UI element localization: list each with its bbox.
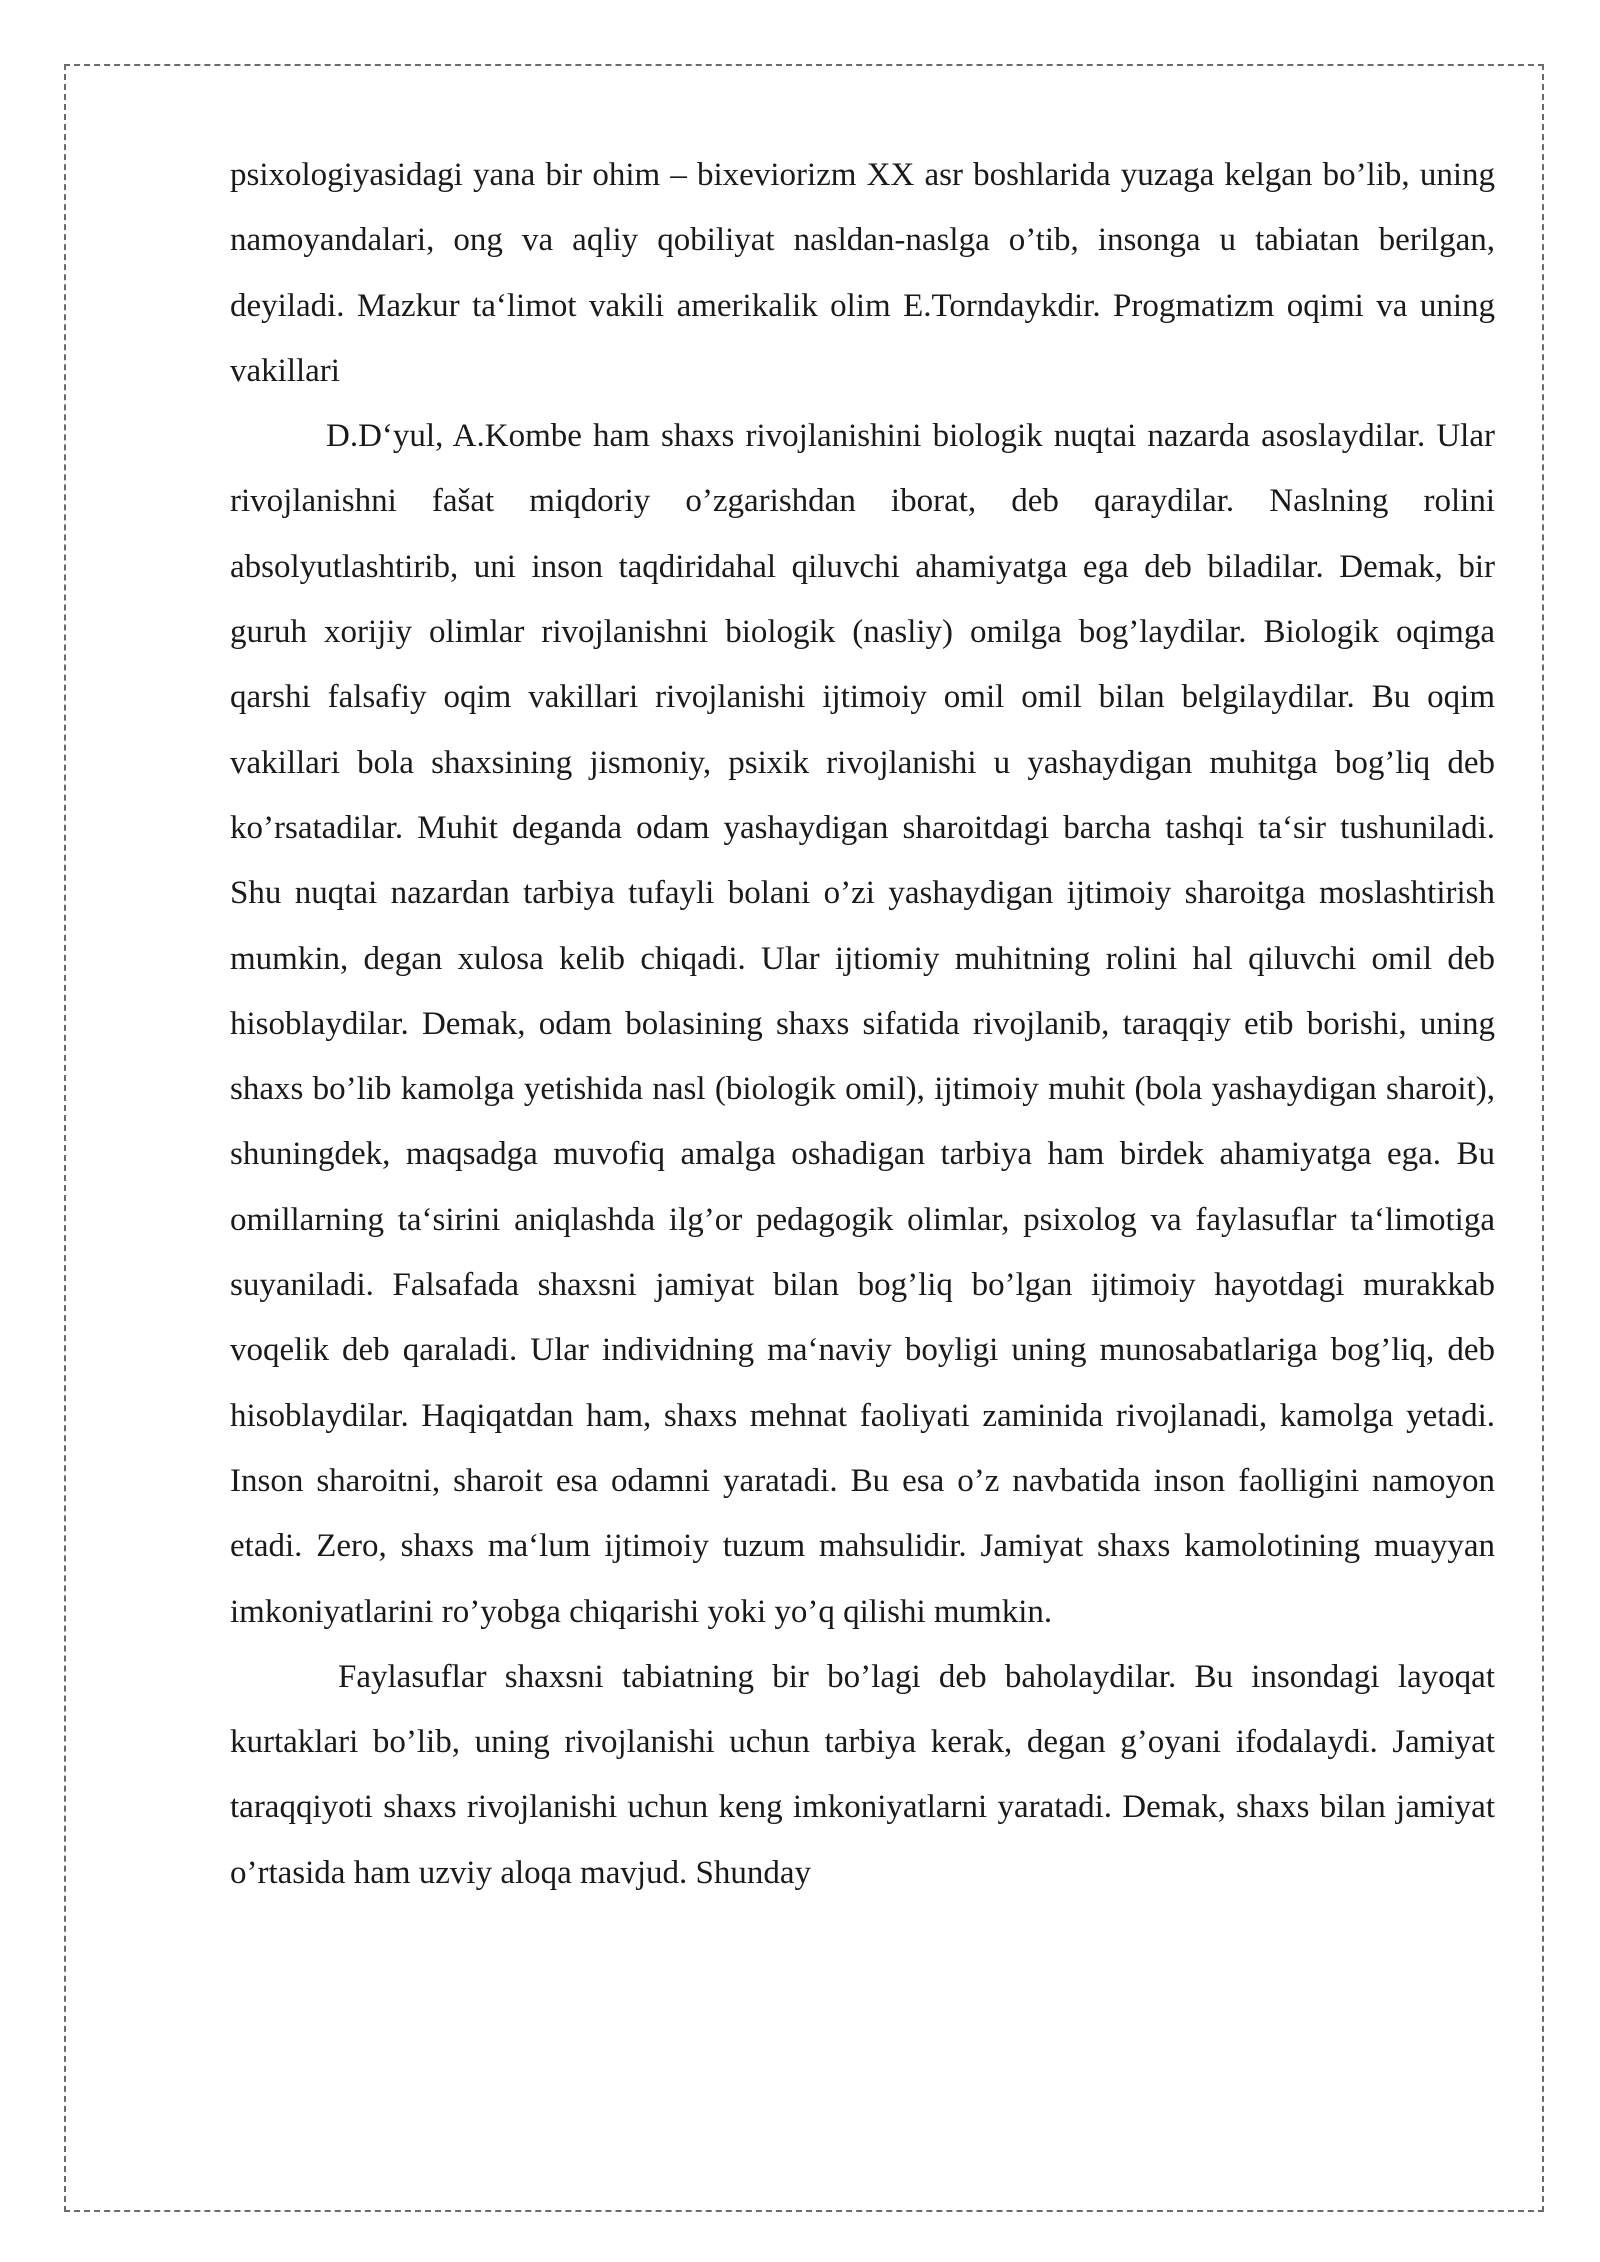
paragraph: psixologiyasidagi yana bir ohim – bixeviorizm XX asr boshlarida yuzaga kelgan bo’lib, uning namoyandalari, ong va aqliy qobiliyat nasldan-naslga o’tib, insonga u tabiatan berilgan, deyiladi. Mazkur ta‘limot vakili amerikalik olim E.Torndaykdir. Progmatizm oqimi va uning vakillari [230,157,1495,389]
document-body [230,143,1495,1906]
paragraph: Faylasuflar shaxsni tabiatning bir bo’lagi deb baholaydilar. Bu insondagi layoqat kurtaklari bo’lib, uning rivojlanishi uchun tarbiya kerak, degan g’oyani ifodalaydi. Jamiyat taraqqiyoti shaxs rivojlanishi uchun keng imkoniyatlarni yaratadi. Demak, shaxs bilan jamiyat o’rtasida ham uzviy aloqa mavjud. Shunday [230,1658,1495,1891]
paragraph: D.D‘yul, A.Kombe ham shaxs rivojlanishini biologik nuqtai nazarda asoslaydilar. Ular rivojlanishni fašat miqdoriy o’zgarishdan iborat, deb qaraydilar. Naslning rolini absolyutlashtirib, uni inson taqdiridahal qiluvchi ahamiyatga ega deb biladilar. Demak, bir guruh xorijiy olimlar rivojlanishni biologik (nasliy) omilga bog’laydilar. Biologik oqimga qarshi falsafiy oqim vakillari rivojlanishi ijtimoiy omil omil bilan belgilaydilar. Bu oqim vakillari bola shaxsining jismoniy, psixik rivojlanishi u yashaydigan muhitga bog’liq deb ko’rsatadilar. Muhit deganda odam yashaydigan sharoitdagi barcha tashqi ta‘sir tushuniladi. Shu nuqtai nazardan tarbiya tufayli bolani o’zi yashaydigan ijtimoiy sharoitga moslashtirish mumkin, degan xulosa kelib chiqadi. Ular ijtiomiy muhitning rolini hal qiluvchi omil deb hisoblaydilar. Demak, odam bolasining shaxs sifatida rivojlanib, taraqqiy etib borishi, uning shaxs bo’lib kamolga yetishida nasl (biologik omil), ijtimoiy muhit (bola yashaydigan sharoit), shuningdek, maqsadga muvofiq amalga oshadigan tarbiya ham birdek ahamiyatga ega. Bu omillarning ta‘sirini aniqlashda ilg’or pedagogik olimlar, psixolog va faylasuflar ta‘limotiga suyaniladi. Falsafada shaxsni jamiyat bilan bog’liq bo’lgan ijtimoiy hayotdagi murakkab voqelik deb qaraladi. Ular individning ma‘naviy boyligi uning munosabatlariga bog’liq, deb hisoblaydilar. Haqiqatdan ham, shaxs mehnat faoliyati zaminida rivojlanadi, kamolga yetadi. Inson sharoitni, sharoit esa odamni yaratadi. Bu esa o’z navbatida inson faolligini namoyon etadi. Zero, shaxs ma‘lum ijtimoiy tuzum mahsulidir. Jamiyat shaxs kamolotining muayyan imkoniyatlarini ro’yobga chiqarishi yoki yo’q qilishi mumkin. [230,418,1495,1630]
